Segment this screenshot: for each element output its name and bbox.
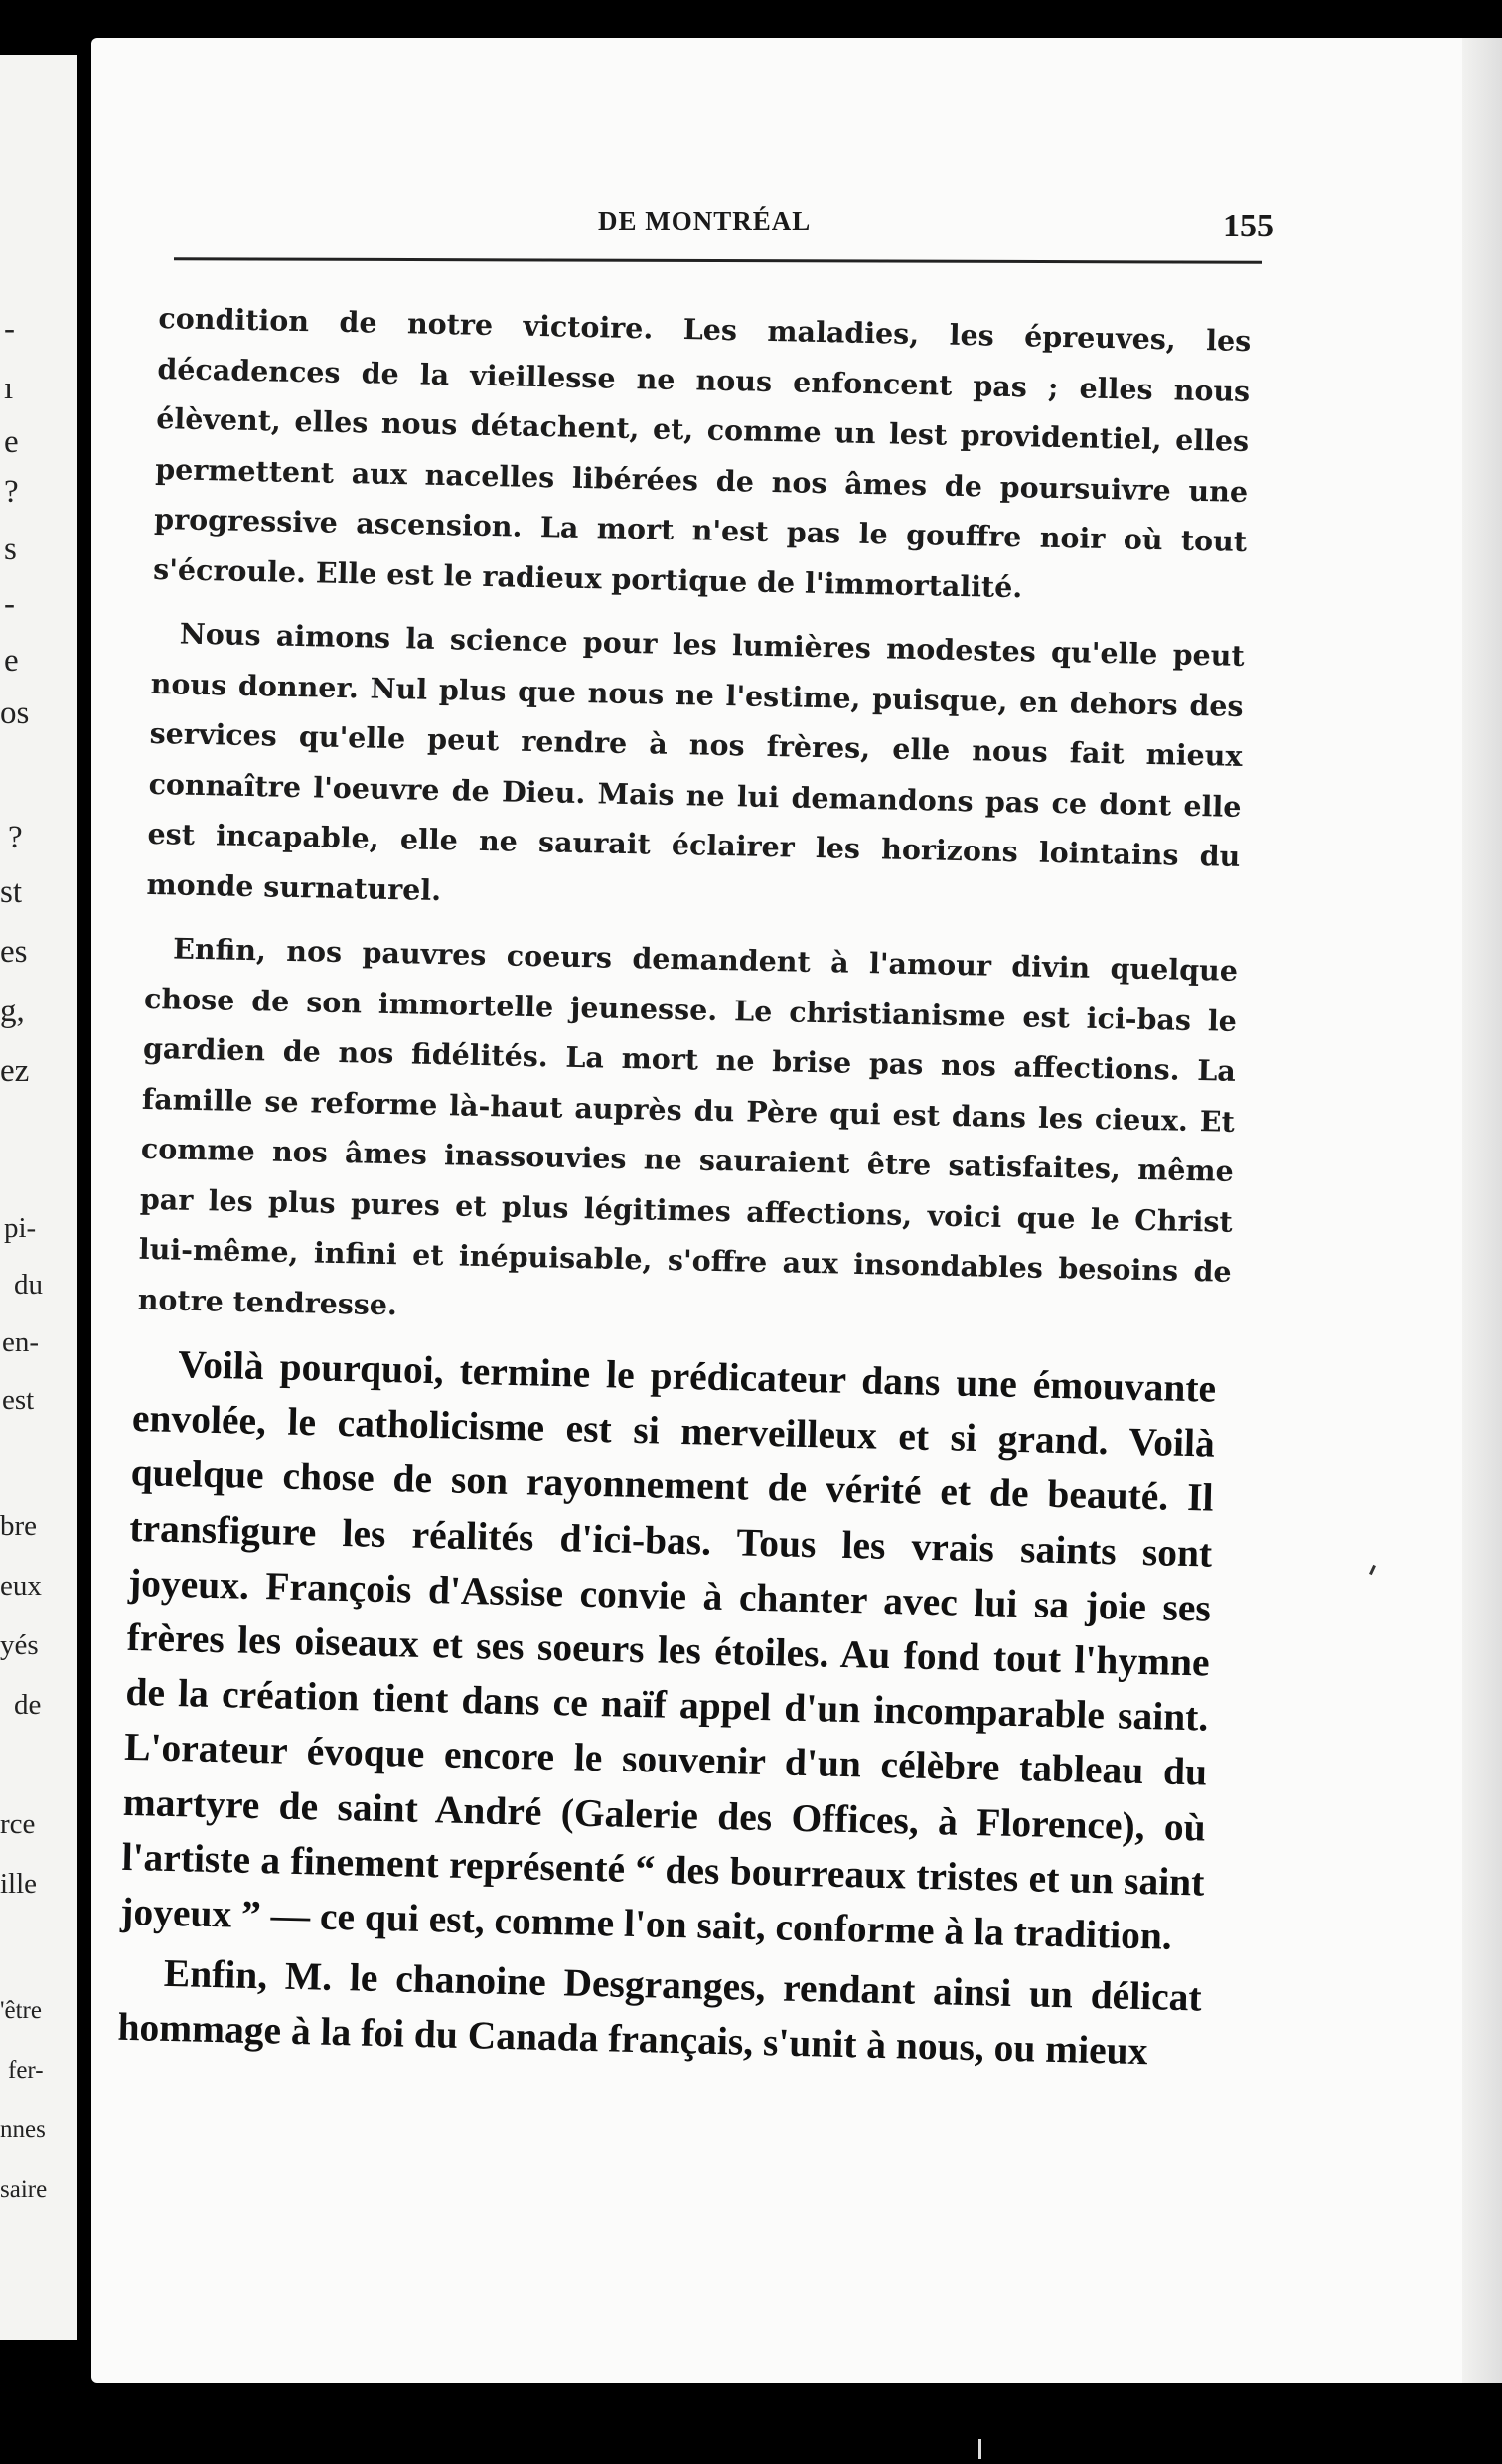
running-head: DE MONTRÉAL bbox=[598, 206, 812, 235]
margin-fragment: e bbox=[4, 643, 19, 679]
quote-paragraph: Nous aimons la science pour les lumières modestes qu'elle peut nous donner. Nul plus que nous ne l'estime, puisque, en dehors des services qu'elle peut rendre à nos frères, elle nous fait mieux connaître l'oeuvre de Dieu. Mais ne lui demandons pas ce dont elle est incapable, elle ne saurait éclairer les horizons lointains du monde surnaturel. bbox=[146, 616, 1245, 907]
quote-paragraph: condition de notre victoire. Les maladies, les épreuves, les décadences de la vieillesse ne nous enfoncent pas ; elles nous élèvent, elles nous détachent, et, comme un lest providentiel, elles permettent aux nacelles libérées de nos âmes de poursuivre une progressive ascension. La mort n'est pas le gouffre noir où tout s'écroule. Elle est le radieux portique de l'immortalité. bbox=[152, 300, 1252, 604]
margin-fragment: fer- bbox=[8, 2057, 44, 2083]
margin-fragment: ? bbox=[8, 820, 23, 855]
margin-fragment: - bbox=[4, 586, 15, 622]
page-edge-shadow bbox=[1462, 38, 1502, 2383]
margin-fragment: ? bbox=[4, 474, 19, 510]
margin-fragment: en- bbox=[2, 1326, 40, 1358]
margin-fragment: g, bbox=[0, 994, 25, 1029]
facing-page-edge bbox=[0, 55, 77, 2340]
margin-fragment: de bbox=[14, 1689, 42, 1721]
main-text bbox=[117, 1336, 1217, 2086]
margin-fragment: os bbox=[0, 695, 30, 731]
quoted-sermon-block bbox=[137, 293, 1252, 1361]
margin-fragment: e bbox=[4, 424, 19, 460]
scan-speck bbox=[978, 2439, 981, 2459]
margin-fragment: st bbox=[0, 874, 23, 910]
body-paragraph: Voilà pourquoi, termine le prédicateur dans une émouvante envolée, le catholicisme est si merveilleux et si grand. Voilà quelque chose de son rayonnement de vérité et de beauté. Il transfigure les réalités d'ici-bas. Tous les vrais saints sont joyeux. François d'Assise convie à chanter avec lui sa joie ses frères les oiseaux et ses soeurs les étoiles. Au fond tout l'hymne de la création tient dans ce naïf appel d'un incomparable saint. L'orateur évoque encore le souvenir d'un célèbre tableau du martyre de saint André (Galerie des Offices, à Florence), où l'artiste a finement représenté “ des bourreaux tristes et un saint joyeux ” — ce qui est, comme l'on sait, conforme à la tradition. bbox=[119, 1342, 1217, 1958]
page-header bbox=[171, 194, 1274, 253]
margin-fragment: ı bbox=[4, 371, 14, 406]
margin-fragment: du bbox=[14, 1269, 43, 1301]
margin-fragment: eux bbox=[0, 1570, 42, 1602]
margin-fragment: yés bbox=[0, 1629, 39, 1661]
margin-fragment: - bbox=[4, 311, 15, 347]
margin-fragment: s bbox=[4, 532, 17, 567]
margin-fragment: nnes bbox=[0, 2116, 46, 2143]
quote-paragraph: Enfin, nos pauvres coeurs demandent à l'amour divin quelque chose de son immortelle jeunesse. Le christianisme est ici-bas le gardien de nos fidélités. La mort ne brise pas nos affections. La famille se reforme là-haut auprès du Père qui est dans les cieux. Et comme nos âmes inassouvies ne sauraient être satisfaites, même par les plus pures et plus légitimes affections, voici que le Christ lui-même, infini et inépuisable, s'offre aux insondables besoins de notre tendresse. bbox=[137, 931, 1239, 1321]
margin-fragment: ez bbox=[0, 1053, 30, 1089]
margin-fragment: est bbox=[2, 1384, 35, 1416]
page-number: 155 bbox=[1223, 208, 1274, 244]
margin-fragment: ille bbox=[0, 1868, 38, 1900]
margin-fragment: bre bbox=[0, 1510, 38, 1542]
body-paragraph: Enfin, M. le chanoine Desgranges, rendant ainsi un délicat hommage à la foi du Canada français, s'unit à nous, ou mieux bbox=[117, 1951, 1203, 2074]
margin-fragment: pi- bbox=[4, 1212, 37, 1244]
margin-fragment: es bbox=[0, 934, 28, 970]
margin-fragment: saire bbox=[0, 2176, 48, 2203]
margin-fragment: rce bbox=[0, 1808, 36, 1840]
margin-fragment: 'être bbox=[0, 1997, 42, 2024]
